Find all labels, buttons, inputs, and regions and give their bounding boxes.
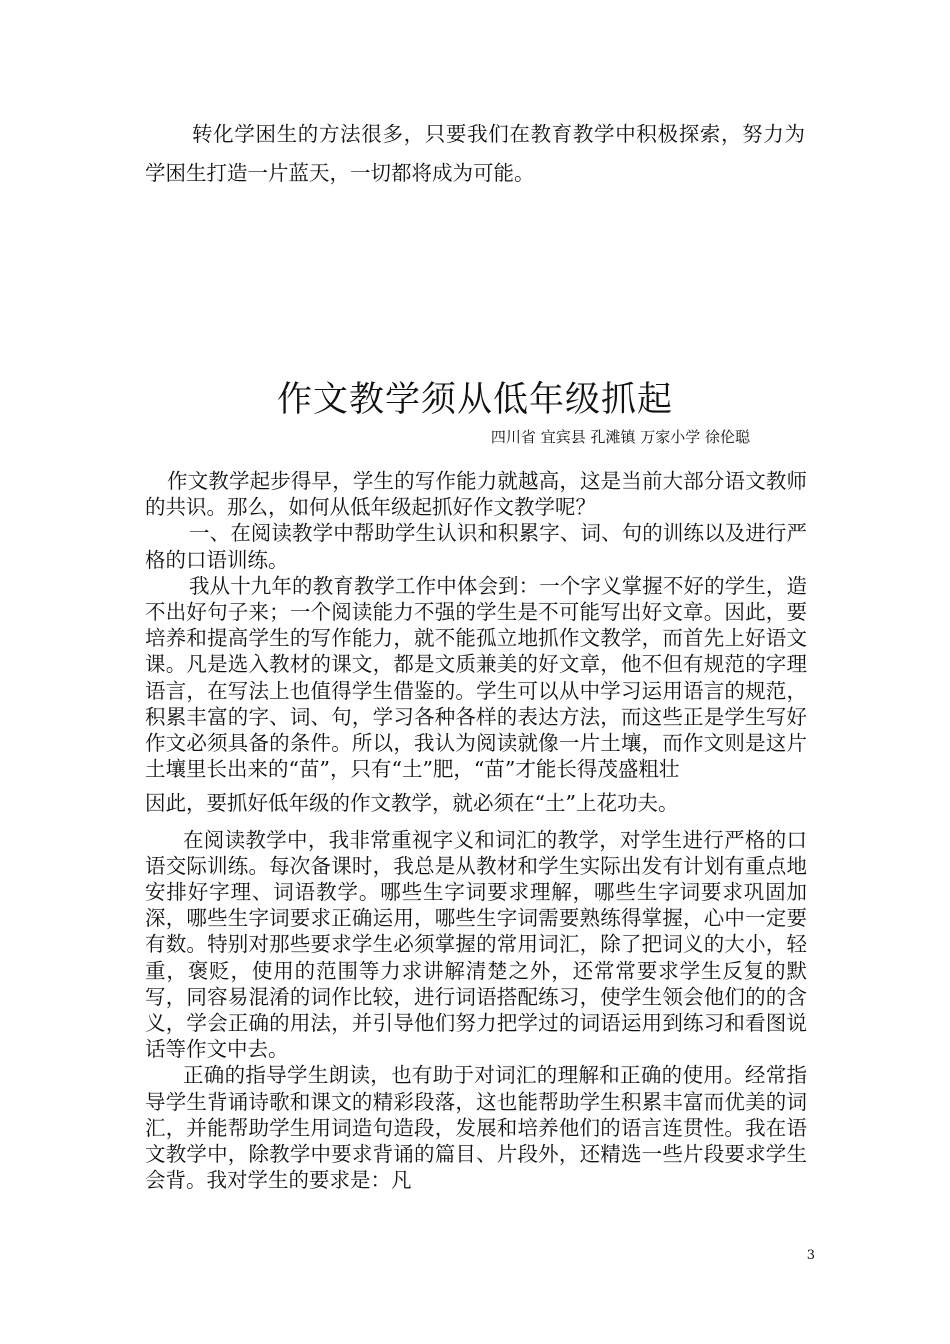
article-body [145,468,807,1193]
body-paragraph: 因此，要抓好低年级的作文教学，就必须在“土”上花功夫。 [145,791,679,816]
page-number: 3 [806,1248,815,1263]
body-paragraph: 一、在阅读教学中帮助学生认识和积累字、词、句的训练以及进行严格的口语训练。 [145,521,807,572]
body-paragraph: 在阅读教学中，我非常重视字义和词汇的教学，对学生进行严格的口语交际训练。每次备课时，我总是从教材和学生实际出发有计划有重点地安排好字理、词语教学。哪些生字词要求理解，哪些生字词要求巩固加深，哪些生字词要求正确运用，哪些生字词需要熟练得掌握，心中一定要有数。特别对那些要求学生必须掌握的常用词汇，除了把词义的大小，轻重，褒贬，使用的范围等力求讲解清楚之外，还常常要求学生反复的默写，同容易混淆的词作比较，进行词语搭配练习，使学生领会他们的的含义，学会正确的用法，并引导他们努力把学过的词语运用到练习和看图说话等作文中去。 [145,827,807,1062]
intro-paragraph: 转化学困生的方法很多，只要我们在教育教学中积极探索，努力为学困生打造一片蓝天，一切都将成为可能。 [145,122,805,185]
body-paragraph: 作文教学起步得早，学生的写作能力就越高，这是当前大部分语文教师的共识。那么，如何从低年级起抓好作文教学呢？ [145,469,807,520]
article-title: 作文教学须从低年级抓起 [276,380,673,420]
body-paragraph: 我从十九年的教育教学工作中体会到：一个字义掌握不好的学生，造不出好句子来；一个阅读能力不强的学生是不可能写出好文章。因此，要培养和提高学生的写作能力，就不能孤立地抓作文教学，而首先上好语文课。凡是选入教材的课文，都是文质兼美的好文章，他不但有规范的字理语言，在写法上也值得学生借鉴的。学生可以从中学习运用语言的规范，积累丰富的字、词、句，学习各种各样的表达方法，而这些正是学生写好作文必须具备的条件。所以，我认为阅读就像一片土壤，而作文则是这片土壤里长出来的“苗”，只有“土”肥，“苗”才能长得茂盛粗壮 [145,573,807,782]
article-byline: 四川省 宜宾县 孔滩镇 万家小学 徐伦聪 [490,428,750,446]
body-paragraph: 正确的指导学生朗读，也有助于对词汇的理解和正确的使用。经常指导学生背诵诗歌和课文的精彩段落，这也能帮助学生积累丰富而优美的词汇，并能帮助学生用词造句造段，发展和培养他们的语言连贯性。我在语文教学中，除教学中要求背诵的篇目、片段外，还精选一些片段要求学生会背。我对学生的要求是：凡 [145,1063,807,1193]
